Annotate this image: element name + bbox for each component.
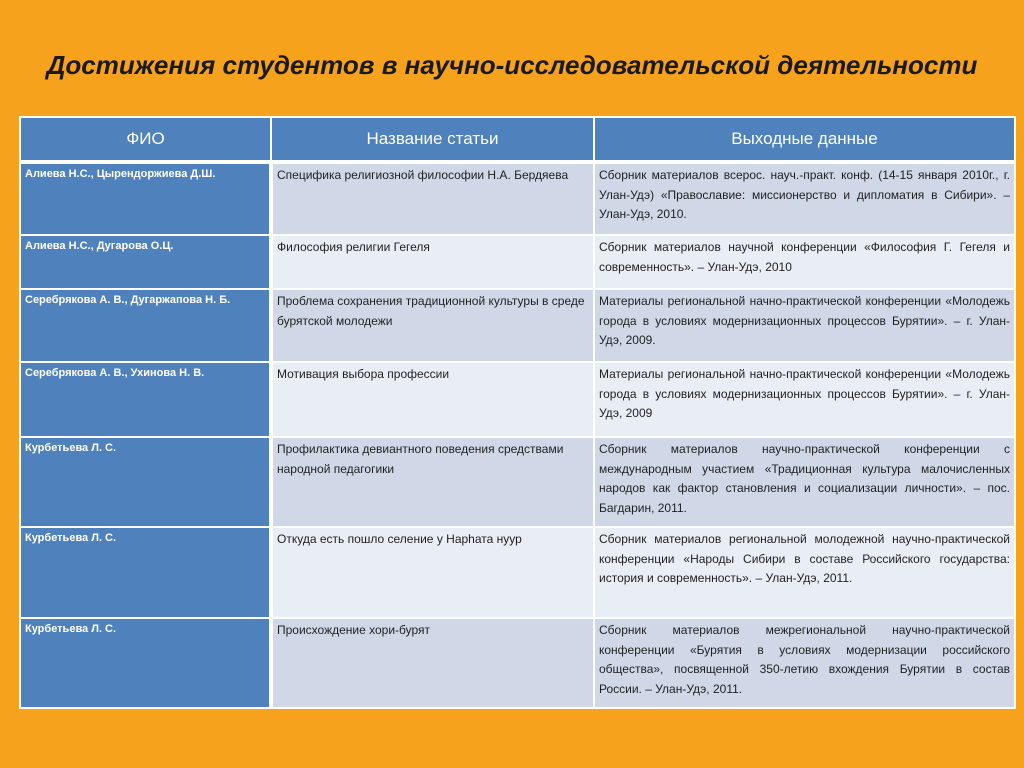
cell-source: Сборник материалов межрегиональной научно-практической конференции «Бурятия в условиях модернизации российского общества», посвященной 350-летию вхождения Бурятии в состав России. – Улан-Удэ, 2011. <box>594 618 1015 708</box>
table-row <box>20 162 1015 235</box>
cell-article: Профилактика девиантного поведения средствами народной педагогики <box>271 437 594 527</box>
table-row <box>20 289 1015 362</box>
cell-fio: Серебрякова А. В., Дугаржапова Н. Б. <box>20 289 271 362</box>
cell-fio: Алиева Н.С., Дугарова О.Ц. <box>20 235 271 289</box>
cell-source: Сборник материалов научной конференции «Философия Г. Гегеля и современность». – Улан-Удэ, 2010 <box>594 235 1015 289</box>
cell-article: Философия религии Гегеля <box>271 235 594 289</box>
cell-fio: Алиева Н.С., Цырендоржиева Д.Ш. <box>20 162 271 235</box>
cell-source: Сборник материалов научно-практической конференции с международным участием «Традиционная культура малочисленных народов как фактор становления и социализации личности». – пос. Багдарин, 2011. <box>594 437 1015 527</box>
table-row <box>20 362 1015 437</box>
table-header-row <box>20 117 1015 162</box>
cell-source: Материалы региональной начно-практической конференции «Молодежь города в условиях модернизационных процессов Бурятии». – г. Улан-Удэ, 2009. <box>594 289 1015 362</box>
cell-article: Проблема сохранения традиционной культуры в среде бурятской молодежи <box>271 289 594 362</box>
cell-source: Материалы региональной начно-практической конференции «Молодежь города в условиях модернизационных процессов Бурятии». – г. Улан-Удэ, 2009 <box>594 362 1015 437</box>
table-row <box>20 618 1015 708</box>
cell-fio: Курбетьева Л. С. <box>20 527 271 618</box>
header-fio: ФИО <box>20 117 271 162</box>
cell-article: Откуда есть пошло селение у Hapһата нуур <box>271 527 594 618</box>
table-row <box>20 235 1015 289</box>
cell-source: Сборник материалов всерос. науч.-практ. конф. (14-15 января 2010г., г. Улан-Удэ) «Православие: миссионерство и дипломатия в Сибири». – Улан-Удэ, 2010. <box>594 162 1015 235</box>
cell-source: Сборник материалов региональной молодежной научно-практической конференции «Народы Сибири в составе Российского государства: история и современность». – Улан-Удэ, 2011. <box>594 527 1015 618</box>
cell-article: Мотивация выбора профессии <box>271 362 594 437</box>
cell-fio: Курбетьева Л. С. <box>20 437 271 527</box>
cell-fio: Серебрякова А. В., Ухинова Н. В. <box>20 362 271 437</box>
cell-fio: Курбетьева Л. С. <box>20 618 271 708</box>
page-title: Достижения студентов в научно-исследовательской деятельности <box>46 50 978 80</box>
achievements-table <box>19 116 1014 708</box>
table-row <box>20 437 1015 527</box>
cell-article: Происхождение хори-бурят <box>271 618 594 708</box>
header-source-data: Выходные данные <box>594 117 1015 162</box>
table-row <box>20 527 1015 618</box>
cell-article: Специфика религиозной философии Н.А. Бердяева <box>271 162 594 235</box>
header-article-title: Название статьи <box>271 117 594 162</box>
